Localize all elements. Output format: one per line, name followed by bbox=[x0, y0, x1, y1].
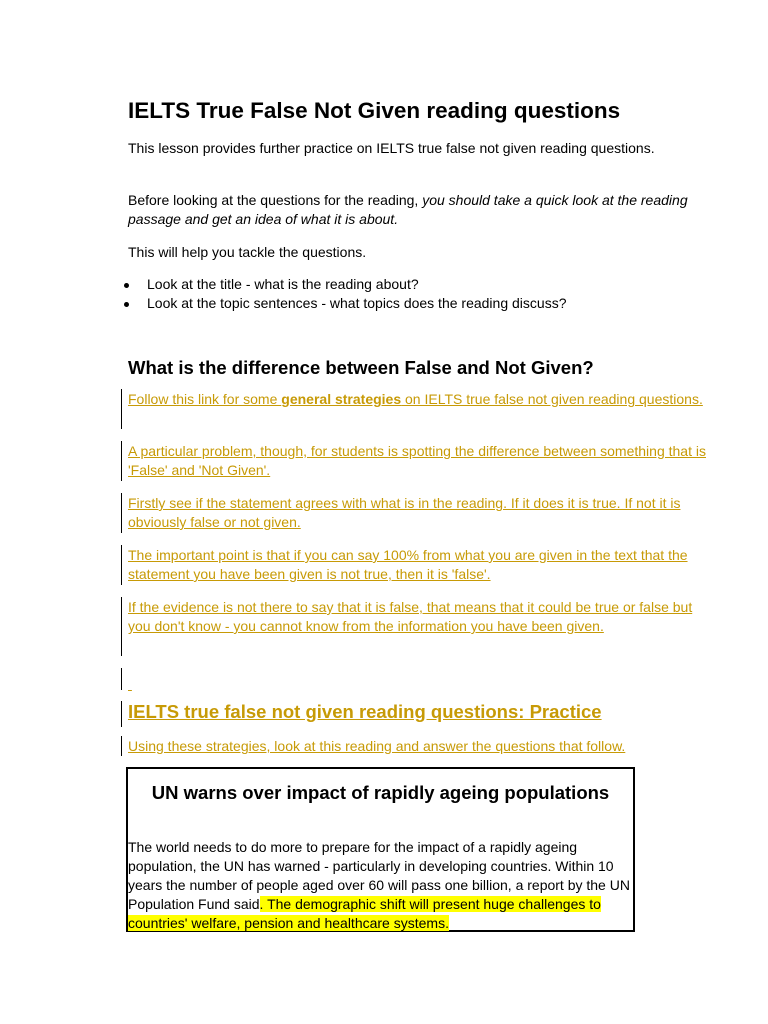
gold-paragraph[interactable]: A particular problem, though, for students is spotting the difference between something that is 'False' and 'Not Given'. bbox=[128, 443, 706, 478]
change-bar bbox=[121, 668, 122, 690]
advice-emphasis: you should take a quick look at the reading passage and get an idea of what it is about. bbox=[128, 192, 688, 227]
gold-paragraph[interactable]: The important point is that if you can say 100% from what you are given in the text that the statement you have been given is not true, then it is 'false'. bbox=[128, 547, 688, 582]
article-box bbox=[126, 767, 635, 932]
gold-paragraph[interactable]: If the evidence is not there to say that it is false, that means that it could be true or false but you don't know - you cannot know from the information you have been given. bbox=[128, 599, 693, 634]
section-heading-difference: What is the difference between False and Not Given? bbox=[128, 357, 594, 378]
advice-text: Before looking at the questions for the reading, bbox=[128, 192, 423, 208]
practice-instruction[interactable]: Using these strategies, look at this reading and answer the questions that follow. bbox=[128, 738, 626, 754]
list-item-text: Look at the title - what is the reading about? bbox=[147, 276, 419, 292]
strategies-link-paragraph[interactable] bbox=[128, 390, 708, 409]
change-bar bbox=[121, 597, 122, 656]
page-title: IELTS True False Not Given reading questions bbox=[128, 98, 621, 123]
practice-heading[interactable]: IELTS true false not given reading questions: Practice bbox=[128, 701, 602, 722]
general-strategies-link[interactable]: general strategies bbox=[281, 391, 402, 407]
list-item bbox=[128, 294, 698, 313]
change-bar bbox=[121, 493, 122, 533]
article-body bbox=[128, 838, 635, 933]
article-text: The world needs to do more to prepare for the impact of a rapidly ageing population, the UN has warned - particularly in developing countries. Within 10 years the number of people aged over 60 will pass one billion, a report by the UN Population Fund said bbox=[128, 839, 630, 912]
bullet-icon bbox=[124, 283, 129, 288]
tips-list bbox=[128, 275, 698, 313]
change-bar bbox=[121, 441, 122, 481]
article-headline: UN warns over impact of rapidly ageing populations bbox=[151, 782, 610, 803]
link-text: Follow this link for some bbox=[128, 391, 282, 407]
empty-link-paragraph[interactable] bbox=[128, 675, 708, 694]
list-item-text: Look at the topic sentences - what topics does the reading discuss? bbox=[147, 295, 567, 311]
bullet-icon bbox=[124, 302, 129, 307]
change-bar bbox=[121, 736, 122, 756]
change-bar bbox=[121, 545, 122, 585]
intro-paragraph: This lesson provides further practice on IELTS true false not given reading questions. bbox=[128, 140, 655, 156]
advice-paragraph bbox=[128, 191, 698, 229]
help-paragraph: This will help you tackle the questions. bbox=[128, 244, 367, 260]
change-bar bbox=[121, 389, 122, 429]
change-bar bbox=[121, 701, 122, 727]
link-text: on IELTS true false not given reading questions. bbox=[401, 391, 703, 407]
list-item bbox=[128, 275, 698, 294]
gold-paragraph[interactable]: Firstly see if the statement agrees with what is in the reading. If it does it is true. If not it is obviously false or not given. bbox=[128, 495, 681, 530]
highlighted-text: . The demographic shift will present huge challenges to countries' welfare, pension and healthcare systems. bbox=[128, 896, 601, 931]
